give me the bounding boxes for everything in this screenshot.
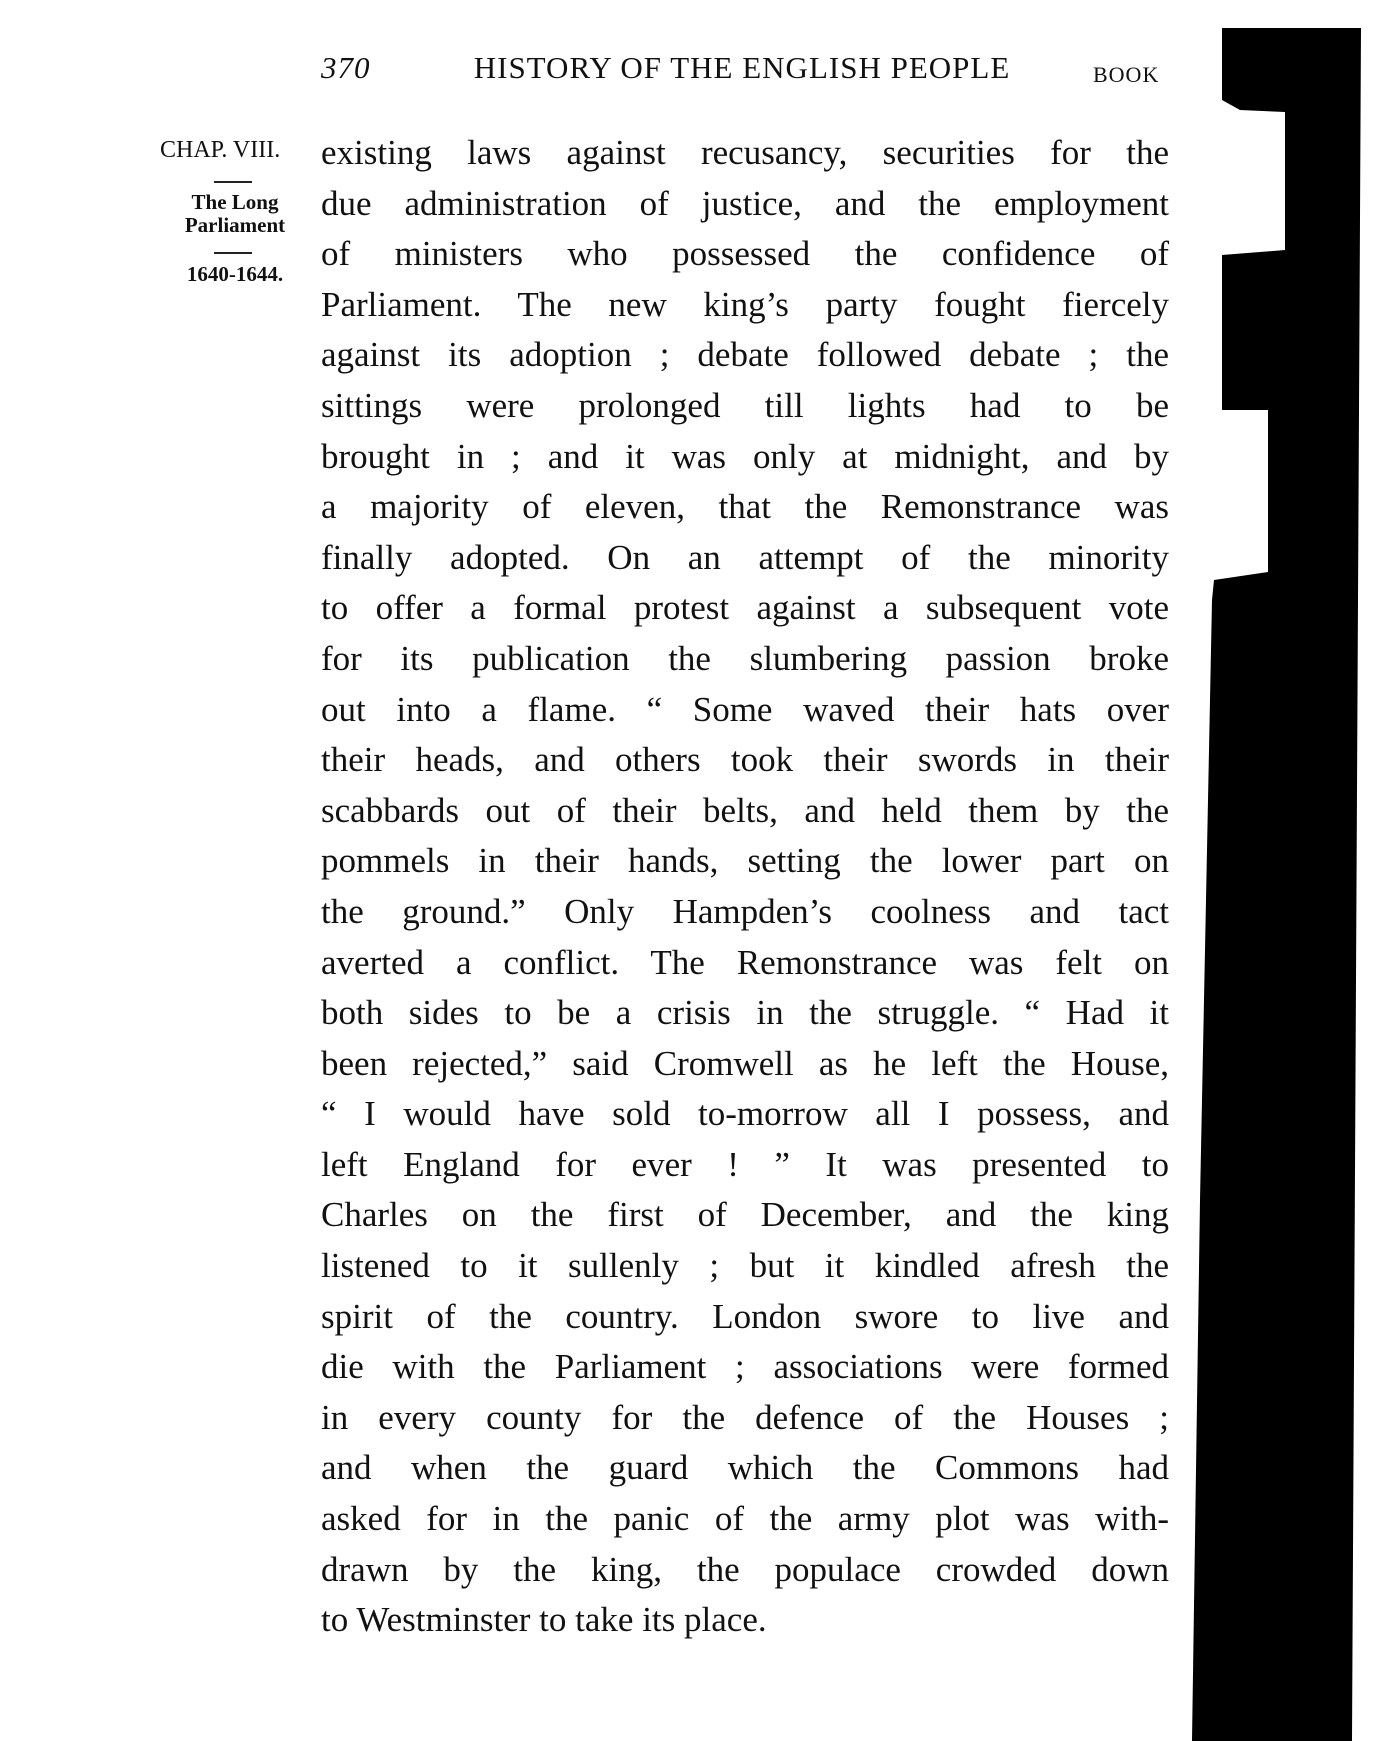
text-line: drawn by the king, the populace crowded down — [321, 1549, 1169, 1589]
text-line: averted a conflict. The Remonstrance was felt on — [321, 942, 1169, 982]
text-line: to offer a formal protest against a subsequent vote — [321, 588, 1169, 628]
text-line: sittings were prolonged till lights had to be — [321, 385, 1169, 425]
text-line: a majority of eleven, that the Remonstrance was — [321, 487, 1169, 527]
text-line: both sides to be a crisis in the struggle. “ Had it — [321, 993, 1169, 1033]
margin-dates: 1640-1644. — [186, 262, 284, 286]
chapter-label: CHAP. VIII. — [160, 137, 281, 163]
page-number: 370 — [321, 50, 371, 85]
text-line: been rejected,” said Cromwell as he left the House, — [321, 1043, 1169, 1083]
text-line: due administration of justice, and the employment — [321, 183, 1169, 223]
text-line: existing laws against recusancy, securities for the — [321, 133, 1169, 172]
text-line: Charles on the first of December, and the king — [321, 1195, 1169, 1235]
text-line: their heads, and others took their swords in their — [321, 740, 1169, 780]
divider — [214, 252, 252, 254]
text-line: “ I would have sold to-morrow all I possess, and — [321, 1094, 1169, 1134]
text-line: Parliament. The new king’s party fought fiercely — [321, 284, 1169, 324]
text-line: and when the guard which the Commons had — [321, 1448, 1169, 1488]
text-line: out into a flame. “ Some waved their hats over — [321, 689, 1169, 729]
text-line: the ground.” Only Hampden’s coolness and tact — [321, 891, 1169, 931]
text-line: to Westminster to take its place. — [321, 1600, 767, 1640]
text-line: of ministers who possessed the confidence of — [321, 234, 1169, 274]
text-line: scabbards out of their belts, and held them by the — [321, 790, 1169, 830]
body-text — [321, 128, 1169, 1646]
text-line: brought in ; and it was only at midnight, and by — [321, 436, 1169, 476]
text-line: against its adoption ; debate followed debate ; the — [321, 335, 1169, 375]
text-line: spirit of the country. London swore to live and — [321, 1296, 1169, 1336]
text-line: in every county for the defence of the Houses ; — [321, 1397, 1169, 1437]
margin-topic-1: The Long — [191, 190, 279, 214]
margin-topic-2: Parliament — [184, 213, 286, 237]
text-line: asked for in the panic of the army plot was with- — [321, 1499, 1169, 1539]
text-line: for its publication the slumbering passion broke — [321, 638, 1169, 678]
text-line: finally adopted. On an attempt of the minority — [321, 537, 1169, 577]
divider — [214, 181, 252, 183]
text-line: listened to it sullenly ; but it kindled afresh the — [321, 1246, 1169, 1286]
text-line: pommels in their hands, setting the lower part on — [321, 841, 1169, 881]
book-label: BOOK — [1093, 62, 1160, 87]
text-line: die with the Parliament ; associations were formed — [321, 1347, 1169, 1387]
running-title: HISTORY OF THE ENGLISH PEOPLE — [473, 50, 1011, 85]
text-line: left England for ever ! ” It was presented to — [321, 1144, 1169, 1184]
